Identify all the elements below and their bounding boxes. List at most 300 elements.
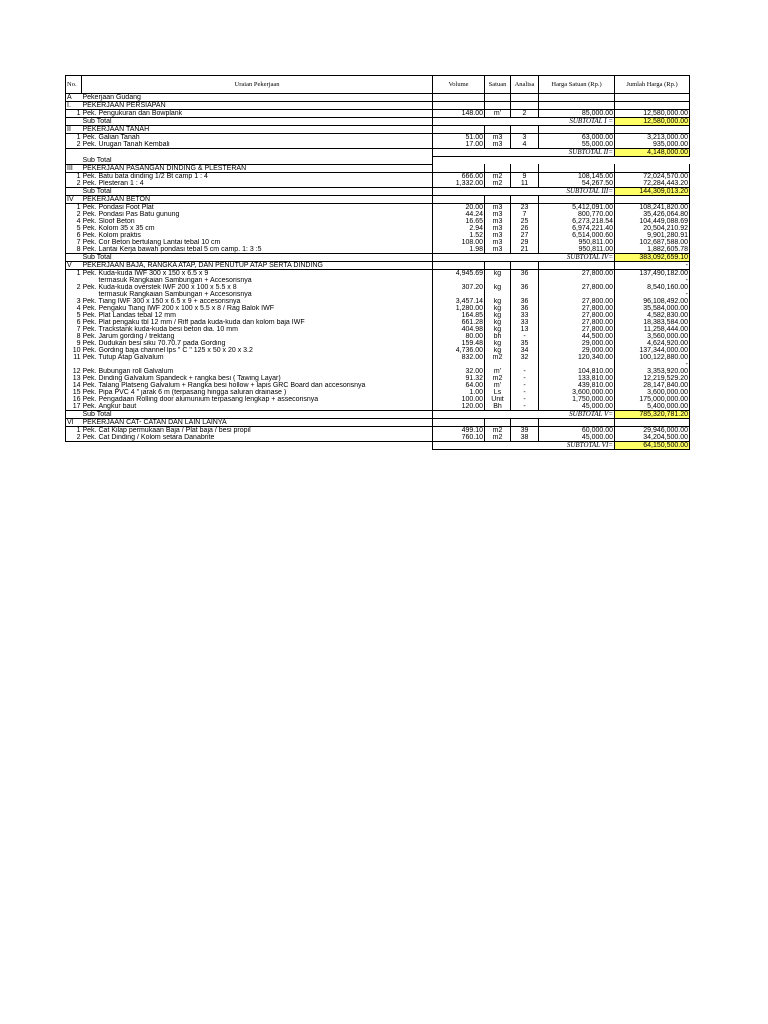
item-description: Cat Kilap permukaan Baja / Plat baja / besi propil	[98, 426, 433, 434]
section-satuan-cell	[485, 164, 511, 172]
item-analisa: -	[511, 396, 539, 403]
item-satuan: kg	[485, 305, 511, 312]
item-jumlah-harga: 20,504,210.92	[615, 225, 690, 232]
header-uraian: Uraian Pekerjaan	[82, 76, 433, 94]
item-jumlah-harga: 12,219,529.20	[615, 375, 690, 382]
item-volume: 44.24	[433, 211, 485, 218]
item-volume: 164.85	[433, 312, 485, 319]
item-pek	[82, 277, 98, 284]
item-harga-satuan: 29,000.00	[539, 340, 615, 347]
item-satuan: Bh	[485, 403, 511, 411]
item-description: Pipa PVC 4 " jarak 6 m (terpasang hingga saluran drainase )	[98, 389, 433, 396]
item-no: 4	[66, 305, 82, 312]
item-harga-satuan: 45,000.00	[539, 403, 615, 411]
section-row	[66, 102, 690, 110]
table-row	[66, 382, 690, 389]
subtotal-empty	[433, 118, 539, 126]
subtotal-value: 64,150,500.00	[615, 441, 690, 449]
item-harga-satuan: 1,750,000.00	[539, 396, 615, 403]
item-no: 16	[66, 396, 82, 403]
item-pek: Pek.	[82, 381, 97, 389]
item-volume: 4,736.00	[433, 347, 485, 354]
item-harga-satuan: 6,273,218.54	[539, 218, 615, 225]
table-row	[66, 434, 690, 442]
subtotal-spacer	[66, 149, 82, 157]
item-jumlah-harga: 100,122,880.00	[615, 354, 690, 361]
item-volume: 404.98	[433, 326, 485, 333]
item-no: 2	[66, 434, 82, 442]
item-jumlah-harga: -	[615, 291, 690, 298]
item-description: Lantai Kerja bawah pondasi tebal 5 cm camp. 1: 3 :5	[98, 246, 433, 254]
item-analisa: 23	[511, 203, 539, 211]
item-jumlah-harga: 18,383,584.00	[615, 319, 690, 326]
item-harga-satuan: 85,000.00	[539, 110, 615, 118]
blank-amount: -	[615, 361, 690, 368]
item-harga-satuan: 6,514,000.60	[539, 232, 615, 239]
item-pek: Pek.	[82, 433, 97, 441]
item-pek: Pek.	[82, 304, 97, 312]
subtotal-row	[66, 118, 690, 126]
item-description: Galian Tanah	[98, 134, 433, 142]
item-volume: 1.00	[433, 389, 485, 396]
item-volume: 1,332.00	[433, 180, 485, 188]
item-pek: Pek.	[82, 134, 97, 141]
item-volume: 148.00	[433, 110, 485, 118]
subtotal-value: 383,092,659.10	[615, 253, 690, 261]
item-satuan: kg	[485, 319, 511, 326]
header-row	[66, 76, 690, 94]
item-jumlah-harga: 72,284,443.20	[615, 180, 690, 188]
table-row	[66, 134, 690, 142]
item-volume: 1.52	[433, 232, 485, 239]
item-pek: Pek.	[82, 325, 97, 333]
item-jumlah-harga: 108,241,820.00	[615, 203, 690, 211]
section-amount	[615, 164, 690, 172]
subtotal-spacer	[66, 118, 82, 126]
table-row	[66, 403, 690, 411]
item-description: Sloof Beton	[98, 218, 433, 225]
item-volume: 1.98	[433, 246, 485, 254]
item-jumlah-harga: 3,560,000.00	[615, 333, 690, 340]
item-jumlah-harga: 72,024,570.00	[615, 172, 690, 180]
item-satuan: m3	[485, 225, 511, 232]
item-analisa: 21	[511, 246, 539, 254]
item-pek: Pek.	[82, 426, 97, 434]
item-no: 11	[66, 354, 82, 361]
item-volume	[433, 277, 485, 284]
subtotal-caption: SUBTOTAL IV=	[539, 253, 615, 261]
item-satuan: m3	[485, 239, 511, 246]
table-row	[66, 347, 690, 354]
item-analisa: 9	[511, 172, 539, 180]
section-harga-satuan-cell	[539, 164, 615, 172]
section-no: A	[66, 94, 82, 102]
item-description: Plat pengaku tbl 12 mm / Riff pada kuda-kuda dan kolom baja IWF	[98, 319, 433, 326]
subtotal-caption: SUBTOTAL VI=	[539, 441, 615, 449]
item-satuan: m3	[485, 218, 511, 225]
item-harga-satuan: 108,145.00	[539, 172, 615, 180]
subtotal-row	[66, 187, 690, 195]
item-pek: Pek.	[82, 374, 97, 382]
item-description: Trackstank kuda-kuda besi beton dia. 10 mm	[98, 326, 433, 333]
table-row	[66, 225, 690, 232]
blank-description-cell	[98, 361, 433, 368]
item-no: 1	[66, 203, 82, 211]
section-volume-cell	[433, 102, 485, 110]
table-row	[66, 203, 690, 211]
section-volume-cell	[433, 195, 485, 203]
section-satuan-cell	[485, 126, 511, 134]
item-volume: 16.65	[433, 218, 485, 225]
item-analisa: 33	[511, 312, 539, 319]
subtotal-value: 144,309,013.20	[615, 187, 690, 195]
blank-row	[66, 361, 690, 368]
item-volume: 32.00	[433, 368, 485, 375]
item-harga-satuan	[539, 277, 615, 284]
item-satuan: kg	[485, 298, 511, 305]
section-row	[66, 195, 690, 203]
table-row	[66, 396, 690, 403]
item-satuan: m'	[485, 382, 511, 389]
table-row	[66, 180, 690, 188]
section-title: PEKERJAAN PASANGAN DINDING & PLESTERAN	[82, 164, 433, 172]
item-pek: Pek.	[82, 311, 97, 319]
item-description: Tiang IWF 300 x 150 x 6.5 x 9 + accesorisnya	[98, 298, 433, 305]
section-title: PEKERJAAN TANAH	[82, 126, 433, 134]
item-pek: Pek.	[82, 332, 97, 340]
item-pek: Pek.	[82, 353, 97, 361]
item-no	[66, 277, 82, 284]
subtotal-spacer	[66, 410, 82, 418]
item-volume: 20.00	[433, 203, 485, 211]
item-volume: 832.00	[433, 354, 485, 361]
item-no: 3	[66, 298, 82, 305]
table-row	[66, 340, 690, 347]
item-no: 6	[66, 319, 82, 326]
table-row	[66, 141, 690, 149]
section-no: I.	[66, 102, 82, 110]
item-jumlah-harga: 5,400,000.00	[615, 403, 690, 411]
item-jumlah-harga: 35,426,064.80	[615, 211, 690, 218]
section-row	[66, 164, 690, 172]
item-pek: Pek.	[82, 269, 97, 277]
item-jumlah-harga: 96,108,492.00	[615, 298, 690, 305]
item-satuan: kg	[485, 284, 511, 291]
table-row	[66, 172, 690, 180]
item-satuan: m'	[485, 368, 511, 375]
section-analisa-cell	[511, 164, 539, 172]
item-analisa: 33	[511, 319, 539, 326]
section-satuan-cell	[485, 195, 511, 203]
subtotal-row	[66, 149, 690, 157]
item-analisa: 34	[511, 347, 539, 354]
item-analisa: 36	[511, 284, 539, 291]
section-title: PEKERJAAN BETON	[82, 195, 433, 203]
item-harga-satuan: 27,800.00	[539, 319, 615, 326]
section-amount	[615, 94, 690, 102]
item-analisa: 11	[511, 180, 539, 188]
item-satuan: kg	[485, 269, 511, 277]
item-volume	[433, 291, 485, 298]
item-no: 6	[66, 232, 82, 239]
section-harga-satuan-cell	[539, 195, 615, 203]
table-row	[66, 246, 690, 254]
item-pek: Pek.	[82, 210, 97, 218]
item-satuan: kg	[485, 347, 511, 354]
table-row	[66, 333, 690, 340]
item-description: Bubungan roll Galvalum	[98, 368, 433, 375]
item-volume: 80.00	[433, 333, 485, 340]
item-harga-satuan: 54,267.50	[539, 180, 615, 188]
subtotal-spacer	[66, 187, 82, 195]
section-amount: -	[615, 261, 690, 269]
item-no: 8	[66, 333, 82, 340]
item-satuan: Ls	[485, 389, 511, 396]
section-no: VI	[66, 418, 82, 426]
item-description: Batu bata dinding 1/2 Bt camp 1 : 4	[98, 172, 433, 180]
item-satuan: m2	[485, 426, 511, 434]
cost-estimate-table	[65, 75, 690, 450]
subtotal-caption: SUBTOTAL III=	[539, 187, 615, 195]
item-harga-satuan: 63,000.00	[539, 134, 615, 142]
item-volume: 159.48	[433, 340, 485, 347]
item-no: 1	[66, 426, 82, 434]
item-no	[66, 291, 82, 298]
header-no: No.	[66, 76, 82, 94]
item-description: Pondasi Foot Plat	[98, 203, 433, 211]
table-row	[66, 239, 690, 246]
item-harga-satuan: 3,600,000.00	[539, 389, 615, 396]
section-satuan-cell	[485, 418, 511, 426]
subtotal-spacer	[66, 253, 82, 261]
blank-satuan-cell	[485, 361, 511, 368]
blank-cell	[66, 361, 82, 368]
item-volume: 760.10	[433, 434, 485, 442]
section-title: Pekerjaan Gudang	[82, 94, 433, 102]
item-no: 7	[66, 326, 82, 333]
item-analisa: 13	[511, 326, 539, 333]
table-row	[66, 312, 690, 319]
subtotal-value: 785,320,781.20	[615, 410, 690, 418]
subtotal-row	[66, 410, 690, 418]
section-title: PEKERJAAN BAJA, RANGKA ATAP, DAN PENUTUP ATAP SERTA DINDING	[82, 261, 433, 269]
item-no: 1	[66, 269, 82, 277]
section-analisa-cell	[511, 126, 539, 134]
subtotal-empty	[433, 149, 539, 157]
item-volume: 100.00	[433, 396, 485, 403]
item-description: Dinding Galvalum Spandeck + rangka besi ( Tawing Layar)	[98, 375, 433, 382]
section-harga-satuan-cell	[539, 102, 615, 110]
table-row	[66, 298, 690, 305]
item-analisa: 38	[511, 434, 539, 442]
item-analisa: 29	[511, 239, 539, 246]
header-satuan: Satuan	[485, 76, 511, 94]
item-analisa: -	[511, 333, 539, 340]
table-row	[66, 426, 690, 434]
item-satuan: m3	[485, 203, 511, 211]
item-pek: Pek.	[82, 388, 97, 396]
item-volume: 666.00	[433, 172, 485, 180]
subtotal-value: 4,148,000.00	[615, 149, 690, 157]
item-analisa	[511, 291, 539, 298]
item-analisa	[511, 277, 539, 284]
header-harga-satuan: Harga Satuan (Rp.)	[539, 76, 615, 94]
header-volume: Volume	[433, 76, 485, 94]
item-harga-satuan: 27,800.00	[539, 312, 615, 319]
section-title: PEKERJAAN PERSIAPAN	[82, 102, 433, 110]
item-description: Talang Platseng Galvalum + Rangka besi hollow + lapis GRC Board dan accesorisnya	[98, 382, 433, 389]
item-no: 1	[66, 134, 82, 142]
subtotal-spacer	[66, 157, 82, 165]
item-volume: 108.00	[433, 239, 485, 246]
item-jumlah-harga: 3,213,000.00	[615, 134, 690, 142]
item-no: 9	[66, 340, 82, 347]
subtotal-label: Sub Total	[82, 410, 433, 418]
subtotal-label: Sub Total	[82, 187, 433, 195]
item-harga-satuan: 439,810.00	[539, 382, 615, 389]
subtotal-caption: SUBTOTAL II=	[539, 149, 615, 157]
table-row	[66, 284, 690, 291]
item-jumlah-harga: 34,204,500.00	[615, 434, 690, 442]
item-pek: Pek.	[82, 110, 97, 117]
item-description: Jarum gording / trektang	[98, 333, 433, 340]
section-amount	[615, 418, 690, 426]
item-harga-satuan: 133,810.00	[539, 375, 615, 382]
item-analisa: -	[511, 403, 539, 411]
item-volume: 499.10	[433, 426, 485, 434]
item-analisa: 3	[511, 134, 539, 142]
item-description: Plat Landas tebal 12 mm	[98, 312, 433, 319]
item-analisa: 26	[511, 225, 539, 232]
table-row	[66, 218, 690, 225]
item-pek: Pek.	[82, 283, 97, 291]
section-volume-cell	[433, 94, 485, 102]
item-harga-satuan: 950,811.00	[539, 239, 615, 246]
table-row	[66, 305, 690, 312]
item-harga-satuan: 29,000.00	[539, 347, 615, 354]
item-pek	[82, 291, 98, 298]
item-satuan: kg	[485, 312, 511, 319]
item-no: 10	[66, 347, 82, 354]
table-row	[66, 326, 690, 333]
item-description: Kolom praktis	[98, 232, 433, 239]
subtotal-empty	[433, 253, 539, 261]
item-description: termasuk Rangkaian Sambungan + Accesorisnya	[98, 291, 433, 298]
table-row	[66, 232, 690, 239]
blank-harga-satuan-cell	[539, 361, 615, 368]
header-jumlah-harga: Jumlah Harga (Rp.)	[615, 76, 690, 94]
item-satuan	[485, 277, 511, 284]
section-no: V	[66, 261, 82, 269]
item-analisa: 27	[511, 232, 539, 239]
section-amount	[615, 195, 690, 203]
item-analisa: 36	[511, 305, 539, 312]
item-description: Dudukan besi siku 70.70.7 pada Gording	[98, 340, 433, 347]
item-description: Urugan Tanah Kembali	[98, 141, 433, 149]
item-jumlah-harga: 1,882,605.78	[615, 246, 690, 254]
table-row	[66, 375, 690, 382]
item-volume: 51.00	[433, 134, 485, 142]
subtotal-label: Sub Total	[82, 253, 433, 261]
table-row	[66, 110, 690, 118]
item-satuan: m3	[485, 211, 511, 218]
item-satuan	[485, 291, 511, 298]
item-jumlah-harga: 11,258,444.00	[615, 326, 690, 333]
item-pek: Pek.	[82, 402, 97, 410]
item-no: 5	[66, 225, 82, 232]
item-harga-satuan: 6,974,221.40	[539, 225, 615, 232]
item-pek: Pek.	[82, 245, 97, 253]
item-analisa: 39	[511, 426, 539, 434]
item-analisa: 4	[511, 141, 539, 149]
section-row	[66, 94, 690, 102]
item-pek: Pek.	[82, 217, 97, 225]
item-jumlah-harga: 35,584,000.00	[615, 305, 690, 312]
item-satuan: kg	[485, 326, 511, 333]
section-harga-satuan-cell	[539, 418, 615, 426]
section-title: PEKERJAAN CAT- CATAN DAN LAIN LAINYA	[82, 418, 433, 426]
item-analisa: 25	[511, 218, 539, 225]
item-pek: Pek.	[82, 224, 97, 232]
item-satuan: m2	[485, 172, 511, 180]
section-satuan-cell	[485, 94, 511, 102]
item-satuan: m2	[485, 375, 511, 382]
item-jumlah-harga: 29,946,000.00	[615, 426, 690, 434]
subtotal-caption: SUBTOTAL V=	[539, 410, 615, 418]
item-analisa: 36	[511, 269, 539, 277]
item-jumlah-harga: 137,490,182.00	[615, 269, 690, 277]
table-row	[66, 211, 690, 218]
table-row	[66, 269, 690, 277]
item-jumlah-harga: 104,449,088.69	[615, 218, 690, 225]
subtotal-label: Sub Total	[82, 118, 433, 126]
item-volume: 661.28	[433, 319, 485, 326]
item-pek: Pek.	[82, 395, 97, 403]
item-description: termasuk Rangkaian Sambungan + Accesorisnya	[98, 277, 433, 284]
item-pek: Pek.	[82, 318, 97, 326]
item-harga-satuan: 5,412,091.00	[539, 203, 615, 211]
item-harga-satuan: 800,770.00	[539, 211, 615, 218]
subtotal-empty	[433, 157, 690, 165]
item-jumlah-harga: 8,540,160.00	[615, 284, 690, 291]
item-description: Tutup Atap Galvalum	[98, 354, 433, 361]
item-jumlah-harga: 3,600,000.00	[615, 389, 690, 396]
item-description: Cat Dinding / Kolom setara Danabrite	[98, 434, 433, 442]
item-analisa: 36	[511, 298, 539, 305]
section-no: II	[66, 126, 82, 134]
item-pek: Pek.	[82, 141, 97, 148]
item-pek: Pek.	[82, 172, 97, 180]
section-analisa-cell	[511, 94, 539, 102]
item-no: 2	[66, 211, 82, 218]
item-analisa: -	[511, 389, 539, 396]
item-harga-satuan	[539, 291, 615, 298]
final-spacer	[66, 441, 433, 449]
item-harga-satuan: 27,800.00	[539, 326, 615, 333]
item-volume: 4,945.69	[433, 269, 485, 277]
section-satuan-cell	[485, 261, 511, 269]
blank-volume-cell	[433, 361, 485, 368]
item-pek: Pek.	[82, 238, 97, 246]
subtotal-label: Sub Total	[82, 157, 433, 165]
item-description: Plesteran 1 : 4	[98, 180, 433, 188]
item-pek: Pek.	[82, 231, 97, 239]
item-no: 5	[66, 312, 82, 319]
subtotal-row	[66, 253, 690, 261]
blank-analisa-cell	[511, 361, 539, 368]
item-analisa: -	[511, 375, 539, 382]
item-volume: 3,457.14	[433, 298, 485, 305]
